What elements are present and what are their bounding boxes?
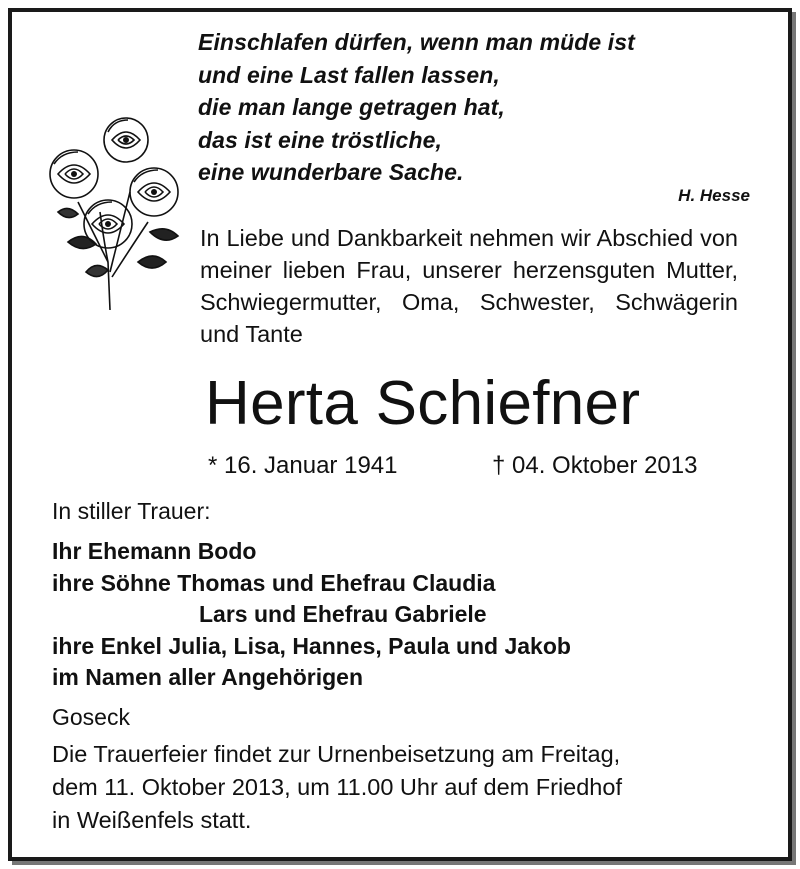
family-list xyxy=(52,536,571,694)
roses-icon xyxy=(38,112,188,312)
intro-text: In Liebe und Dankbarkeit nehmen wir Abschied von meiner lieben Frau, unserer herzensguten Mutter, Schwiegermutter, Oma, Schwester, Schwägerin und Tante xyxy=(200,225,738,347)
family-line: ihre Söhne Thomas und Ehefrau Claudia xyxy=(52,569,496,596)
family-line: Lars und Ehefrau Gabriele xyxy=(199,601,487,627)
deceased-name: Herta Schiefner xyxy=(205,369,641,438)
quote-line: eine wunderbare Sache. xyxy=(198,159,464,185)
quote-line: das ist eine tröstliche, xyxy=(198,126,442,153)
funeral-line: Die Trauerfeier findet zur Urnenbeisetzung am Freitag, xyxy=(52,741,621,767)
funeral-line: in Weißenfels statt. xyxy=(52,807,252,833)
family-line: im Namen aller Angehörigen xyxy=(52,664,363,690)
quote-line: die man lange getragen hat, xyxy=(198,94,505,120)
place-name: Goseck xyxy=(52,704,130,730)
funeral-info xyxy=(52,738,752,837)
quote-line: und eine Last fallen lassen, xyxy=(198,61,500,88)
quote-line: Einschlafen dürfen, wenn man müde ist xyxy=(198,29,635,55)
funeral-line: dem 11. Oktober 2013, um 11.00 Uhr auf dem Friedhof xyxy=(52,774,622,800)
death-date: † 04. Oktober 2013 xyxy=(492,452,698,479)
poem-quote xyxy=(198,26,635,189)
family-line: Ihr Ehemann Bodo xyxy=(52,538,257,564)
mourning-label: In stiller Trauer: xyxy=(52,498,211,524)
family-line: ihre Enkel Julia, Lisa, Hannes, Paula und Jakob xyxy=(52,632,571,659)
birth-date: * 16. Januar 1941 xyxy=(208,452,398,479)
quote-author: H. Hesse xyxy=(678,186,750,205)
